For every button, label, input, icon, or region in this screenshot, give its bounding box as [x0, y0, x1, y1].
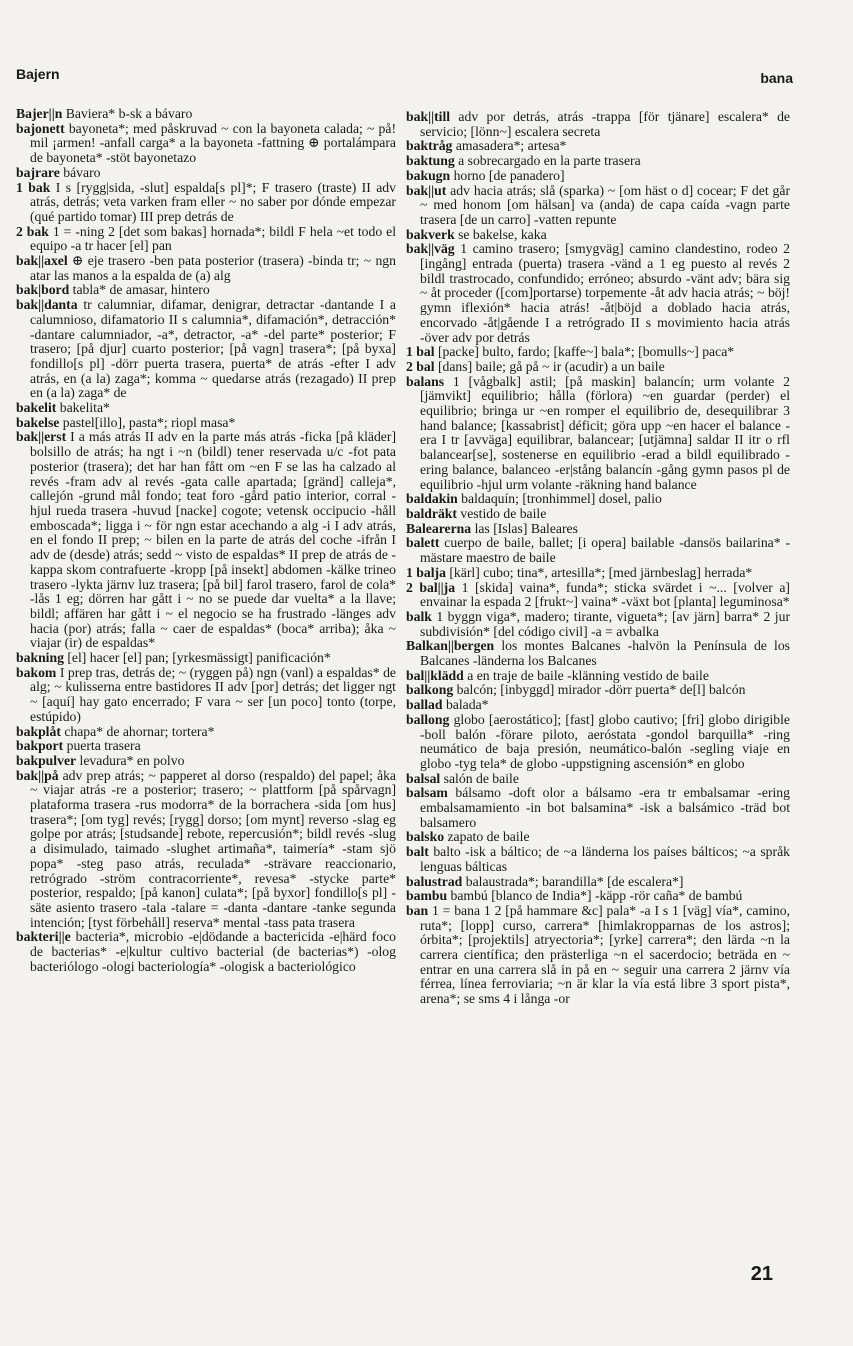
entry-definition: tr calumniar, difamar, denigrar, detractar -dantande I a calumnioso, difamatorio II s calumnia*, difamación*, detracción* -dantare calumniador, -a*, detractor, -a* -del parte* posterior; F trasero; [på djur] cuarto posterior; [på vagn] trasera*; [på byxa] fondillo[s pl] -dörr puerta trasera, puerta* de atrás -efter I adv atrás, en (a la) zaga*; komma ~ quedarse atrás (rezagado) II prep en (a la) zaga* de [30, 297, 397, 401]
dictionary-entry [16, 122, 396, 166]
entry-headword: bal||klädd [406, 667, 464, 683]
entry-headword: 2 bal [406, 358, 435, 374]
entry-definition: balto -isk a báltico; de ~a länderna los países bálticos; ~a språk lenguas bálticas [420, 844, 791, 874]
dictionary-entry [16, 754, 396, 769]
entry-definition: I s [rygg|sida, -slut] espalda[s pl]*; F trasero (traste) II adv atrás, detrás; veta varken fram eller ~ no saber por dónde empezar (qué partido tomar) III prep detrás de [30, 179, 396, 224]
entry-headword: baldakin [406, 491, 458, 507]
entry-headword: ban [406, 902, 429, 918]
entry-definition: pastel[illo], pasta*; riopl masa* [62, 414, 236, 430]
entry-headword: bakom [16, 664, 57, 680]
dictionary-entry [406, 492, 790, 507]
dictionary-entry [406, 786, 790, 830]
entry-headword: baktung [406, 153, 455, 169]
entry-definition: bambú [blanco de India*] -käpp -rör caña* de bambú [450, 888, 743, 904]
entry-headword: 2 bal||ja [406, 579, 456, 595]
dictionary-entry [16, 725, 396, 740]
dictionary-entry [406, 242, 790, 345]
entry-headword: bakelse [16, 414, 60, 430]
entry-headword: bakteri||e [16, 929, 71, 945]
entry-headword: bakport [16, 738, 64, 754]
dictionary-entry [406, 581, 790, 610]
entry-definition: adv prep atrás; ~ papperet al dorso (respaldo) del papel; åka ~ viajar atrás -re a posterior; trasero; ~ plattform [på spårvagn] plataforma trasera -rus modorra* de la borrachera -sida [om hus] trasera*; [om tyg] revés; [rygg] dorso; [om mynt] reverso -slag eg golpe por atrás; [studsande] rebote, repercusión*; bildl revés -slug a disimulado, taimado -slughet artimaña*, taimería* -stam sjö popa* -steg paso atrás, reculada* -strävare reaccionario, retrógrado -ström contracorriente*, revesa* -stycke parte* posterior, respaldo; [på kanon] culata*; [på byxor] fondillo[s pl] -säte asiento trasero -tala -talare = -danta -dantare -tanke segunda intención; [tyst förbehåll] reserva* mental -tass pata trasera [30, 767, 397, 930]
entry-headword: balsam [406, 785, 448, 801]
entry-headword: balustrad [406, 873, 463, 889]
entry-definition: balcón; [inbyggd] mirador -dörr puerta* de[l] balcón [456, 682, 746, 698]
entry-definition: [kärl] cubo; tina*, artesilla*; [med järnbeslag] herrada* [449, 564, 753, 580]
entry-definition: vestido de baile [460, 505, 547, 521]
entry-definition: cuerpo de baile, ballet; [i opera] bailable -dansös bailarina* -mästare maestro de baile [420, 535, 790, 566]
dictionary-entry [406, 154, 790, 169]
entry-definition: bacteria*, microbio -e|dödande a bactericida -e|härd foco de bacterias* -e|kultur cultivo bacterial (de bacterias*) -olog bacteriólogo -ologi bacteriología* -ologisk a bacteriológico [30, 929, 396, 974]
entry-definition: bakelita* [59, 400, 110, 416]
entry-headword: bak||på [16, 767, 59, 783]
entry-definition: balaustrada*; barandilla* [de escalera*] [465, 873, 684, 889]
dictionary-entry [406, 698, 790, 713]
entry-headword: bak||väg [406, 241, 455, 257]
dictionary-entry [16, 401, 396, 416]
dictionary-entry [406, 683, 790, 698]
page-number: 21 [750, 1263, 773, 1285]
entry-headword: 2 bak [16, 223, 49, 239]
dictionary-entry [16, 181, 396, 225]
entry-headword: bakverk [406, 226, 455, 242]
entry-headword: bak||danta [16, 297, 78, 313]
entry-definition: bávaro [63, 164, 101, 180]
dictionary-entry [16, 930, 396, 974]
entry-headword: bak|bord [16, 282, 70, 298]
entry-headword: balett [406, 535, 440, 551]
entry-headword: bambu [406, 888, 448, 904]
entry-headword: balsko [406, 829, 445, 845]
dictionary-entry [16, 651, 396, 666]
entry-headword: bak||erst [16, 429, 67, 445]
guide-word-right: bana [760, 70, 793, 86]
entry-headword: Balearerna [406, 520, 472, 536]
entry-definition: puerta trasera [66, 738, 141, 754]
entry-definition: [el] hacer [el] pan; [yrkesmässigt] panificación* [67, 650, 331, 666]
entry-headword: bakugn [406, 167, 451, 183]
entry-definition: salón de baile [443, 770, 519, 786]
entry-headword: baktråg [406, 138, 453, 154]
entry-definition: 1 [skida] vaina*, funda*; sticka svärdet i ~... [volver a] envainar la espada 2 [frukt~] vaina* -växt bot [planta] leguminosa* [420, 579, 790, 610]
entry-headword: ballong [406, 711, 450, 727]
dictionary-entry [406, 875, 790, 890]
entry-headword: balt [406, 844, 429, 860]
dictionary-entry [406, 610, 790, 639]
entry-headword: balsal [406, 770, 441, 786]
entry-definition: zapato de baile [447, 829, 530, 845]
dictionary-entry [406, 345, 790, 360]
dictionary-entry [406, 507, 790, 522]
entry-headword: ballad [406, 697, 443, 713]
entry-headword: bajonett [16, 120, 65, 136]
entry-definition: 1 [vågbalk] astil; [på maskin] balancín; urm volante 2 [jämvikt] equilibrio; hålla (förlora) ~en guardar (perder) el equilibrio; bringa ur ~en romper el equilibrio de, desequilibrar 3 hand balance; [kassabrist] déficit; göra upp ~en hacer el balance -era I tr [avväga] equilibrar, balancear; [utjämna] saldar II itr o rfl balancear[se], sostenerse en equilibrio -erad a bildl equilibrado -ering balance, balanceo -er|stång balancín -gång gymn pasos pl de equilibrio -hjul urm volante -räkning hand balance [420, 373, 790, 492]
entry-definition: Baviera* b-sk a bávaro [65, 106, 193, 121]
entry-definition: adv hacia atrás; slå (sparka) ~ [om häst o d] cocear; F det går ~ med honom [om hälsan] va (anda) de capa caída -vagn parte trasera [de un carro] -vatten repunte [420, 182, 791, 227]
dictionary-entry [406, 110, 790, 139]
entry-headword: balans [406, 373, 445, 389]
dictionary-entry [406, 669, 790, 684]
entry-headword: bak||ut [406, 182, 447, 198]
dictionary-entry [406, 772, 790, 787]
entry-definition: a sobrecargado en la parte trasera [458, 153, 641, 169]
entry-definition: las [Islas] Baleares [474, 520, 578, 536]
dictionary-entry [16, 225, 396, 254]
dictionary-entry [406, 713, 790, 772]
entry-definition: 1 = bana 1 2 [på hammare &c] pala* -a I s 1 [väg] vía*, camino, ruta*; [lopp] curso, carrera* [himlakropparnas de los astros]; órbita*; [projektils] atryectoria*; [yrke] carrera*; den lärda ~n la carrera científica; den prästerliga ~n el sacerdocio; beträda en ~ entrar en una carrera slå in på en ~ seguir una carrera 2 järnv vía férrea, línea ferroviaria; ~n är klar la vía está libre 3 sport pista*, arena*; se sms 4 i långa -or [420, 902, 791, 1007]
entry-definition: 1 = -ning 2 [det som bakas] hornada*; bildl F hela ~et todo el equipo -a tr hacer [el] pan [30, 223, 396, 254]
dictionary-entry [16, 666, 396, 725]
entry-definition: tabla* de amasar, hintero [72, 282, 210, 298]
entry-headword: bak||axel [16, 253, 68, 269]
entry-definition: los montes Balcanes -halvön la Península de los Balcanes -länderna los Balcanes [420, 638, 790, 669]
dictionary-entry [406, 522, 790, 537]
entry-definition: chapa* de ahornar; tortera* [64, 723, 215, 739]
entry-headword: bak||till [406, 109, 451, 124]
entry-headword: bakning [16, 650, 64, 666]
dictionary-entry [406, 904, 790, 1007]
entry-headword: 1 bak [16, 179, 51, 195]
entry-definition: bayoneta*; med påskruvad ~ con la bayoneta calada; ~ på! mil ¡armen! -anfall carga* a la bayoneta -fattning ⊕ portalámpara de bayoneta* -stöt bayonetazo [30, 120, 397, 166]
entry-headword: bakplåt [16, 723, 61, 739]
entry-headword: baldräkt [406, 505, 457, 521]
entry-headword: Balkan||bergen [406, 638, 495, 654]
dictionary-entry [16, 739, 396, 754]
dictionary-entry [16, 254, 396, 283]
entry-headword: 1 balja [406, 564, 446, 580]
dictionary-entry [16, 107, 396, 122]
dictionary-entry [406, 889, 790, 904]
entry-headword: 1 bal [406, 344, 435, 360]
entry-headword: balkong [406, 682, 454, 698]
dictionary-entry [406, 536, 790, 565]
entry-headword: Bajer||n [16, 106, 63, 121]
entry-definition: I a más atrás II adv en la parte más atrás -ficka [på kläder] bolsillo de atrás; ha ngt i ~n (bildl) tener reservada u/c -fot pata posterior (trasera); det har han fått om ~en F se las ha calzado al revés -fram adv al revés -gata calle apartada; [gränd] calleja*, callejón -grund mål fondo; teat foro -gård patio interior, corral -hjul rueda trasera -huvud [nacke] cogote; vetensk occipucio -håll emboscada*; ligga i ~ för ngn estar acechando a alg -i I adv atrás, en el fondo II prep; ~ bilen en la parte de atrás del coche -ifrån I adv de (desde) atrás; sedd ~ visto de espaldas* II prep de atrás de -kappa skom contrafuerte -kropp [på insekt] abdomen -kälke trineo trasero -lykta järnv luz trasera; [på bil] farol trasero, farol de cola* -lås 1 eg; dörren har gått i ~ no se puede dar vuelta* a la llave; bildl; affären har gått i ~ el negocio se ha frustrado -länges adv hacia (por) atrás; falla ~ caer de espaldas* (boca* arriba); åka ~ viajar (ir) de espaldas* [30, 429, 397, 651]
entry-definition: adv por detrás, atrás -trappa [för tjänare] escalera* de servicio; [lönn~] escalera secreta [420, 109, 790, 139]
guide-word-left: Bajern [16, 66, 60, 82]
dictionary-entry [406, 375, 790, 493]
entry-definition: a en traje de baile -klänning vestido de baile [467, 667, 709, 683]
dictionary-entry [16, 769, 396, 931]
entry-headword: balk [406, 608, 432, 624]
entry-definition: amasadera*; artesa* [455, 138, 567, 154]
entry-definition: baldaquín; [tronhimmel] dosel, palio [461, 491, 662, 507]
entry-definition: globo [aerostático]; [fast] globo cautivo; [fri] globo dirigible -boll balón -förare piloto, aeróstata -gondol barquilla* -ring neumático de baja presión, neumático-balón -segling viaje en globo -tyg tela* de globo -uppstigning ascensión* en globo [420, 711, 790, 771]
entry-definition: ⊕ eje trasero -ben pata posterior (trasera) -binda tr; ~ ngn atar las manos a la espalda de (a) alg [30, 253, 396, 283]
entry-definition: I prep tras, detrás de; ~ (ryggen på) ngn (vanl) a espaldas* de alg; ~ kulisserna entre bastidores II adv [por] detrás; det ligger ngt ~ [aquí] hay gato encerrado; F vara ~ ser [un poco] tonto (torpe, estúpido) [30, 664, 397, 724]
left-column [16, 107, 396, 974]
dictionary-entry [406, 845, 790, 874]
entry-definition: se bakelse, kaka [458, 226, 547, 242]
dictionary-entry [406, 184, 790, 228]
dictionary-entry [16, 416, 396, 431]
dictionary-entry [406, 566, 790, 581]
entry-definition: balada* [445, 697, 489, 713]
dictionary-entry [406, 639, 790, 668]
entry-definition: [packe] bulto, fardo; [kaffe~] bala*; [bomulls~] paca* [437, 344, 735, 360]
entry-headword: bakpulver [16, 752, 77, 768]
dictionary-entry [16, 283, 396, 298]
entry-definition: levadura* en polvo [79, 752, 185, 768]
right-column [406, 110, 790, 1007]
entry-headword: bajrare [16, 164, 60, 180]
dictionary-entry [406, 830, 790, 845]
entry-definition: [dans] baile; gå på ~ ir (acudir) a un baile [437, 358, 665, 374]
entry-definition: 1 byggn viga*, madero; tirante, vigueta*; [av järn] barra* 2 jur subdivisión* [del código civil] -a = avbalka [420, 608, 791, 639]
dictionary-entry [16, 166, 396, 181]
dictionary-entry [406, 360, 790, 375]
dictionary-entry [16, 430, 396, 651]
entry-definition: horno [de panadero] [453, 167, 565, 183]
dictionary-entry [406, 139, 790, 154]
dictionary-entry [16, 298, 396, 401]
dictionary-entry [406, 169, 790, 184]
dictionary-entry [406, 228, 790, 243]
entry-definition: bálsamo -doft olor a bálsamo -era tr embalsamar -ering embalsamamiento -in bot balsamina* -isk a balsámico -träd bot balsamero [420, 785, 790, 830]
entry-headword: bakelit [16, 400, 57, 416]
entry-definition: 1 camino trasero; [smygväg] camino clandestino, rodeo 2 [ingång] entrada (puerta) trasera -vänd a 1 eg puesto al revés 2 bildl trastrocado, confundido; erróneo; absurdo -vänt adv; bära sig ~ åt proceder ([com]portarse) torpemente -åt adv hacia atrás; ~ böj! gymn iflexión* hacia atrás! -åt|böjd a doblado hacia atrás, encorvado -åt|gående I a retrógrado II s movimiento hacia atrás -över adv por detrás [420, 241, 790, 345]
